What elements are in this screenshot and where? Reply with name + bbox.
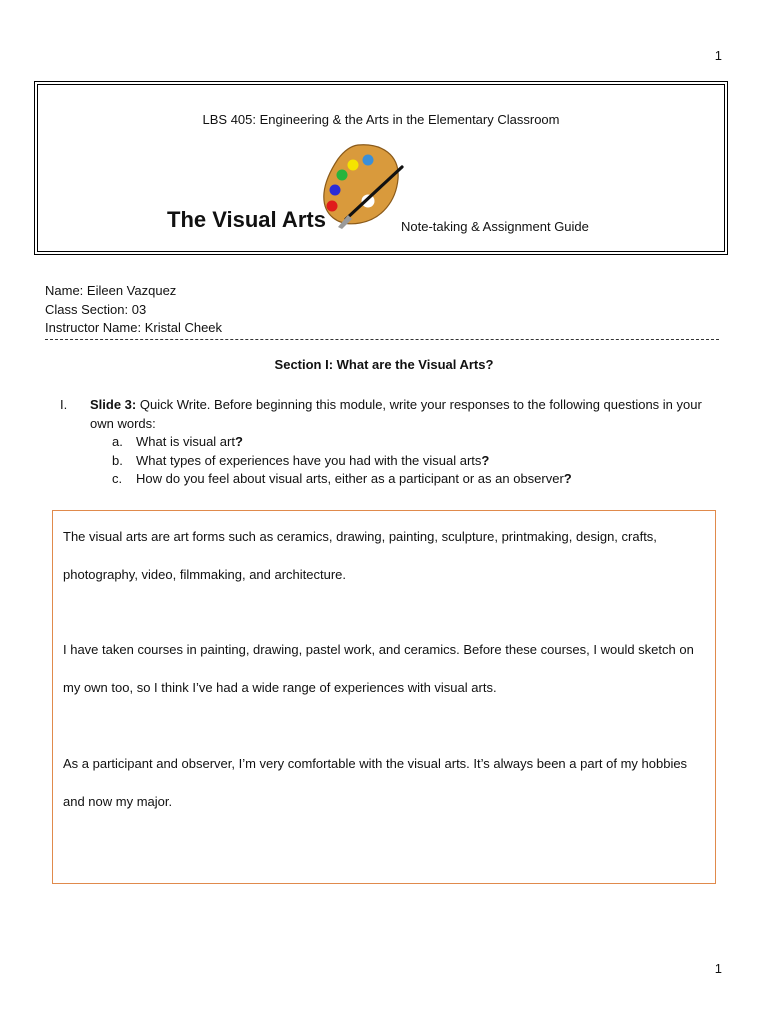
answer-text bbox=[63, 518, 705, 858]
slide-label: Slide 3: bbox=[90, 397, 137, 412]
course-title: LBS 405: Engineering & the Arts in the Elementary Classroom bbox=[202, 112, 560, 127]
sub-question-a: a. What is visual art? bbox=[112, 434, 243, 449]
page-number-bottom: 1 bbox=[714, 961, 722, 976]
section-title: Section I: What are the Visual Arts? bbox=[274, 357, 494, 372]
sub-question-b: b. What types of experiences have you had with the visual arts? bbox=[112, 452, 490, 468]
question-number: I. bbox=[60, 397, 68, 412]
name-line: Name: Eileen Vazquez bbox=[45, 283, 177, 298]
student-name: Eileen Vazquez bbox=[86, 283, 177, 298]
answer-box[interactable] bbox=[52, 510, 716, 884]
sub-question-list bbox=[112, 433, 720, 489]
instructor-line: Instructor Name: Kristal Cheek bbox=[45, 320, 223, 335]
answer-paragraph-3: As a participant and observer, I’m very comfortable with the visual arts. It’s always been a part of my hobbies and now my major. bbox=[63, 755, 688, 809]
student-info bbox=[45, 282, 222, 338]
main-title: The Visual Arts bbox=[167, 207, 326, 232]
answer-paragraph-2: I have taken courses in painting, drawing, pastel work, and ceramics. Before these courses, I would sketch on my own too, so I think I’ve had a wide range of experiences with visual arts. bbox=[63, 642, 694, 696]
sub-question-c: c. How do you feel about visual arts, either as a participant or as an observer? bbox=[112, 471, 572, 486]
question-block bbox=[60, 396, 720, 489]
subtitle: Note-taking & Assignment Guide bbox=[401, 219, 589, 234]
dashed-divider bbox=[45, 339, 719, 340]
question-prompt: Slide 3: Quick Write. Before beginning this module, write your responses to the following questions in your own words: bbox=[90, 397, 702, 431]
class-section-line: Class Section: 03 bbox=[45, 301, 147, 317]
class-section: 03 bbox=[131, 301, 147, 317]
palette-icon bbox=[320, 141, 404, 233]
page-number-top: 1 bbox=[714, 48, 722, 63]
instructor-name: Kristal Cheek bbox=[144, 320, 223, 335]
title-box bbox=[34, 81, 728, 255]
answer-paragraph-1: The visual arts are art forms such as ceramics, drawing, painting, sculpture, printmaking, design, crafts, photography, video, filmmaking, and architecture. bbox=[63, 529, 657, 582]
